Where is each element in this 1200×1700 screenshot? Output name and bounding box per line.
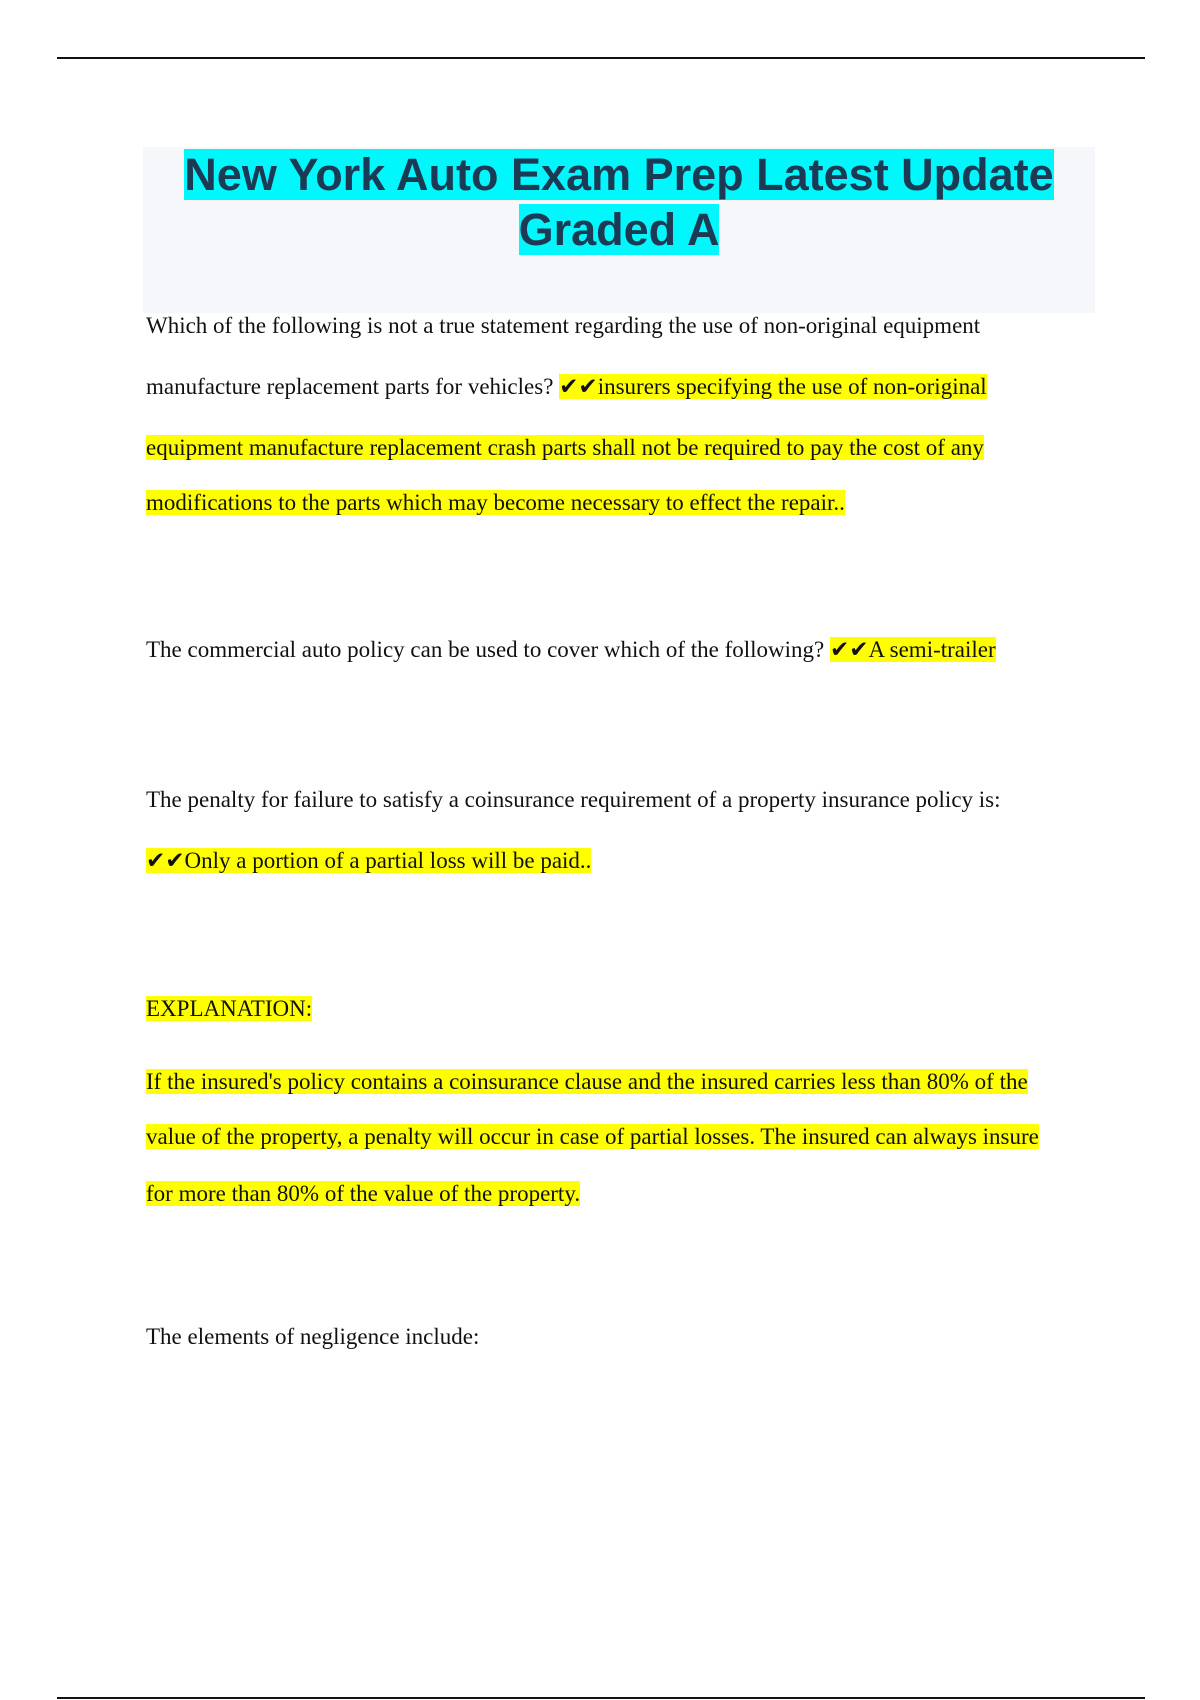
q3-explanation-line-3: for more than 80% of the value of the property. [146,1181,581,1206]
title-line-1: New York Auto Exam Prep Latest Update [184,149,1054,200]
q2-question: The commercial auto policy can be used to cover which of the following? [146,637,831,662]
q3-explanation-line-1: If the insured's policy contains a coinsurance clause and the insured carries less than 80% of the [146,1069,1028,1094]
q1-question-line-2: manufacture replacement parts for vehicles? [146,374,560,399]
q3-explanation-line-2: value of the property, a penalty will occur in case of partial losses. The insured can always insure [146,1124,1039,1149]
bottom-rule [57,1697,1145,1699]
q3-question: The penalty for failure to satisfy a coinsurance requirement of a property insurance policy is: [146,787,1001,812]
q2-answer: ✔✔A semi-trailer [830,637,996,662]
q1-question-line-1: Which of the following is not a true statement regarding the use of non-original equipment [146,313,981,338]
q1-line-2 [146,373,987,401]
q1-answer-line-3: modifications to the parts which may become necessary to effect the repair.. [146,490,845,515]
top-rule [57,57,1145,59]
q1-answer-line-1: ✔✔insurers specifying the use of non-original [559,374,987,399]
q3-answer: ✔✔Only a portion of a partial loss will be paid.. [146,848,592,873]
q1-answer-line-2: equipment manufacture replacement crash parts shall not be required to pay the cost of any [146,435,984,460]
page-title [143,147,1095,257]
q4-question: The elements of negligence include: [146,1324,480,1349]
q3-explanation-label: EXPLANATION: [146,996,313,1021]
q2 [146,636,996,664]
title-line-2: Graded A [518,204,720,255]
